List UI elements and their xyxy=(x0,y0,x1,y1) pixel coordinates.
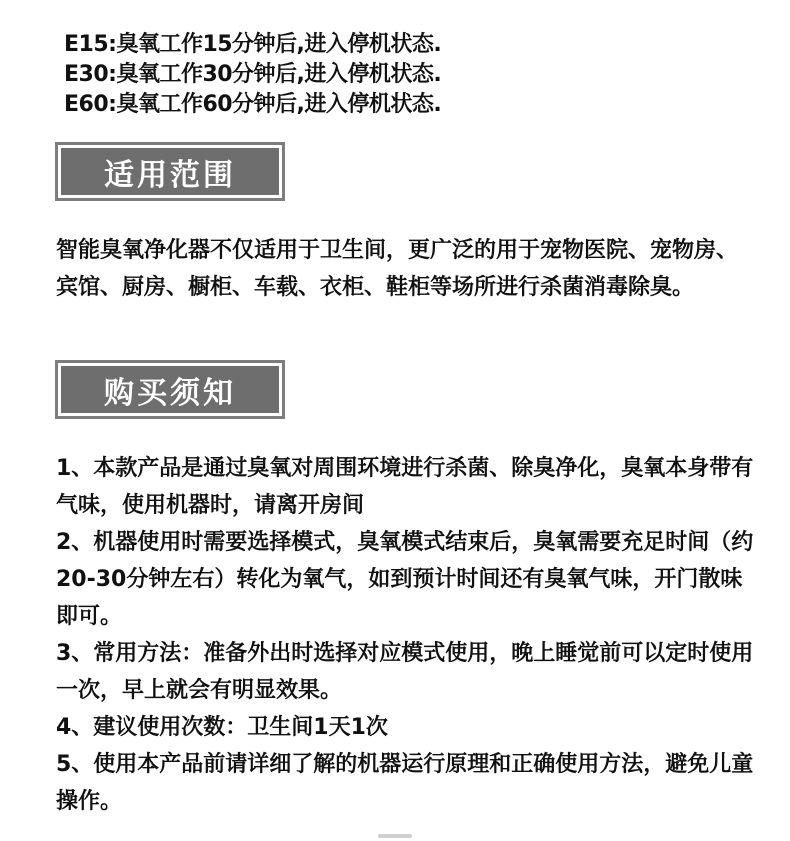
mode-line-e30: E30:臭氧工作30分钟后,进入停机状态. xyxy=(64,62,442,87)
purchase-notes-section-header xyxy=(55,360,285,419)
purchase-notes-heading: 购买须知 xyxy=(61,366,279,413)
purchase-notes-list xyxy=(56,450,756,820)
note-item-3: 3、常用方法：准备外出时选择对应模式使用，晚上睡觉前可以定时使用一次，早上就会有明显效果。 xyxy=(56,641,754,703)
scope-paragraph: 智能臭氧净化器不仅适用于卫生间，更广泛的用于宠物医院、宠物房、宾馆、厨房、橱柜、车载、衣柜、鞋柜等场所进行杀菌消毒除臭。 xyxy=(56,238,739,300)
scope-section-header xyxy=(55,142,285,201)
note-item-5: 5、使用本产品前请详细了解的机器运行原理和正确使用方法，避免儿童操作。 xyxy=(56,752,754,814)
note-item-1: 1、本款产品是通过臭氧对周围环境进行杀菌、除臭净化，臭氧本身带有气味，使用机器时，请离开房间 xyxy=(56,456,754,518)
bottom-divider xyxy=(378,834,412,838)
mode-line-e15: E15:臭氧工作15分钟后,进入停机状态. xyxy=(64,32,442,57)
note-item-2: 2、机器使用时需要选择模式，臭氧模式结束后，臭氧需要充足时间（约20-30分钟左右）转化为氧气，如到预计时间还有臭氧气味，开门散味即可。 xyxy=(56,530,754,629)
note-item-4: 4、建议使用次数：卫生间1天1次 xyxy=(56,715,388,740)
mode-line-e60: E60:臭氧工作60分钟后,进入停机状态. xyxy=(64,92,442,117)
mode-list xyxy=(64,30,441,120)
scope-heading: 适用范围 xyxy=(61,148,279,195)
